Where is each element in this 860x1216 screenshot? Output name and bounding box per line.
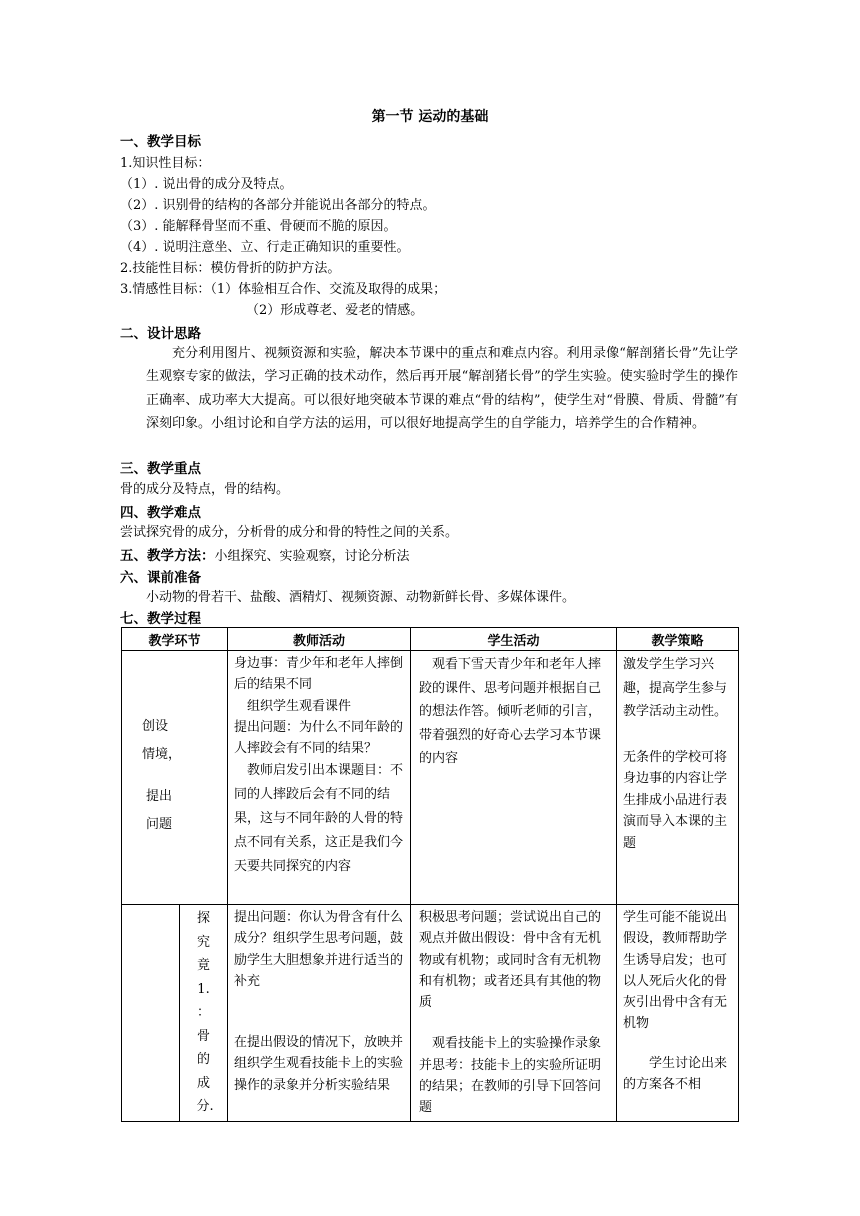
teacher-activity: 组织学生观看课件 bbox=[247, 698, 352, 714]
design-paragraph: 充分利用图片、视频资源和实验，解决本节课中的重点和难点内容。利用录像“解剖猪长骨”先让学生观察专家的做法，学习正确的技术动作，然后再开展“解剖猪长骨”的学生实验。使实验时学生的操作正确率、成功率大大提高。可以很好地突破本节课的难点“骨的结构”，使学生对“骨膜、骨质、骨髓”有深刻印象。小组讨论和自学方法的运用，可以很好地提高学生的自学能力，培养学生的合作精神。 bbox=[146, 346, 738, 432]
objective-line: 1.知识性目标： bbox=[120, 156, 211, 171]
teacher-cell bbox=[228, 905, 411, 1122]
strategy-text: 学生可能不能说出假设，教师帮助学生诱导启发；也可以人死后火化的骨灰引出骨中含有无机物 bbox=[623, 910, 728, 1032]
objective-line: （1）. 说出骨的成分及特点。 bbox=[120, 177, 293, 192]
strategy-cell bbox=[617, 905, 739, 1122]
student-activity: 观看技能卡上的实验操作录象并思考：技能卡上的实验所证明的结果；在教师的引导下回答问题 bbox=[419, 1036, 602, 1116]
stage-text: 情境， bbox=[142, 747, 182, 762]
header-strategy: 教学策略 bbox=[617, 628, 739, 651]
stage-cell bbox=[122, 651, 228, 905]
teaching-process-table bbox=[121, 627, 739, 1122]
page-title: 第一节 运动的基础 bbox=[371, 109, 489, 125]
sub-stage-char: 竟 bbox=[196, 958, 210, 973]
methods-line bbox=[120, 544, 410, 564]
stage-text: 提出 bbox=[146, 789, 173, 804]
objective-line: 2.技能性目标：模仿骨折的防护方法。 bbox=[120, 261, 341, 276]
student-activity: 积极思考问题；尝试说出自己的观点并做出假设：骨中含有无机物或有机物；或同时含有无机物和有机物；或者还具有其他的物质 bbox=[419, 910, 602, 1011]
difficulties-text: 尝试探究骨的成分，分析骨的成分和骨的特性之间的关系。 bbox=[120, 525, 459, 540]
section-heading-objectives: 一、教学目标 bbox=[120, 134, 201, 150]
header-teacher: 教师活动 bbox=[228, 628, 411, 651]
student-cell bbox=[411, 905, 617, 1122]
stage-text: 问题 bbox=[146, 817, 173, 832]
section-heading-process: 七、教学过程 bbox=[120, 611, 201, 627]
table-row bbox=[122, 905, 739, 1122]
strategy-text: 无条件的学校可将身边事的内容让学生排成小品进行表演而导入本课的主题 bbox=[623, 749, 728, 851]
objective-line: （2）形成尊老、爱老的情感。 bbox=[246, 303, 424, 318]
objective-line: （3）. 能解释骨坚而不重、骨硬而不脆的原因。 bbox=[120, 219, 397, 234]
section-heading-key-points: 三、教学重点 bbox=[120, 461, 201, 477]
objective-line: （2）. 识别骨的结构的各部分并能说出各部分的特点。 bbox=[120, 198, 436, 213]
section-heading-design: 二、设计思路 bbox=[120, 326, 201, 342]
teacher-cell bbox=[228, 651, 411, 905]
strategy-text: 激发学生学习兴趣，提高学生参与教学活动主动性。 bbox=[623, 657, 728, 719]
key-points-text: 骨的成分及特点，骨的结构。 bbox=[120, 482, 290, 497]
teacher-activity: 在提出假设的情况下，放映并组织学生观看技能卡上的实验操作的录象并分析实验结果 bbox=[234, 1035, 404, 1093]
preparation-text: 小动物的骨若干、盐酸、酒精灯、视频资源、动物新鲜长骨、多媒体课件。 bbox=[146, 590, 576, 605]
teacher-activity: 身边事：青少年和老年人摔倒后的结果不同 bbox=[234, 656, 404, 693]
section-heading-difficulties: 四、教学难点 bbox=[120, 505, 201, 521]
header-stage: 教学环节 bbox=[122, 628, 228, 651]
objective-line: 3.情感性目标：（1）体验相互合作、交流及取得的成果； bbox=[120, 282, 447, 297]
blank-stage-cell bbox=[122, 905, 180, 1122]
strategy-text: 学生讨论出来的方案各不相 bbox=[623, 1055, 728, 1093]
sub-stage-char: 1. bbox=[197, 981, 210, 997]
methods-text: 小组探究、实验观察，讨论分析法 bbox=[214, 549, 410, 564]
strategy-cell bbox=[617, 651, 739, 905]
sub-stage-cell bbox=[180, 905, 228, 1122]
table-row bbox=[122, 651, 739, 905]
sub-stage-char: 探 bbox=[196, 911, 210, 926]
sub-stage-char: 成 bbox=[196, 1075, 210, 1091]
sub-stage-char: 的 bbox=[196, 1052, 210, 1067]
teacher-activity: 提出问题：你认为骨含有什么成分？组织学生思考问题，鼓励学生大胆想象并进行适当的补充 bbox=[234, 910, 404, 989]
table-header-row bbox=[122, 628, 739, 651]
objective-line: （4）. 说明注意坐、立、行走正确知识的重要性。 bbox=[120, 240, 410, 255]
student-activity: 观看下雪天青少年和老年人摔跤的课件、思考问题并根据自己的想法作答。倾听老师的引言，带着强烈的好奇心去学习本节课的内容 bbox=[419, 657, 602, 766]
teacher-activity: 提出问题：为什么不同年龄的人摔跤会有不同的结果？ bbox=[234, 719, 404, 757]
header-student: 学生活动 bbox=[411, 628, 617, 651]
student-cell bbox=[411, 651, 617, 905]
section-heading-preparation: 六、课前准备 bbox=[120, 570, 201, 586]
sub-stage-char: ： bbox=[196, 1005, 210, 1020]
sub-stage-char: 分. bbox=[196, 1099, 214, 1114]
teacher-activity: 教师启发引出本课题目：不同的人摔跤后会有不同的结果，这与不同年龄的人骨的特点不同有关系，这正是我们今天要共同探究的内容 bbox=[234, 763, 404, 874]
sub-stage-char: 究 bbox=[196, 934, 210, 950]
stage-text: 创设 bbox=[142, 719, 169, 734]
sub-stage-char: 骨 bbox=[196, 1028, 210, 1044]
section-heading-methods: 五、教学方法： bbox=[120, 548, 215, 564]
